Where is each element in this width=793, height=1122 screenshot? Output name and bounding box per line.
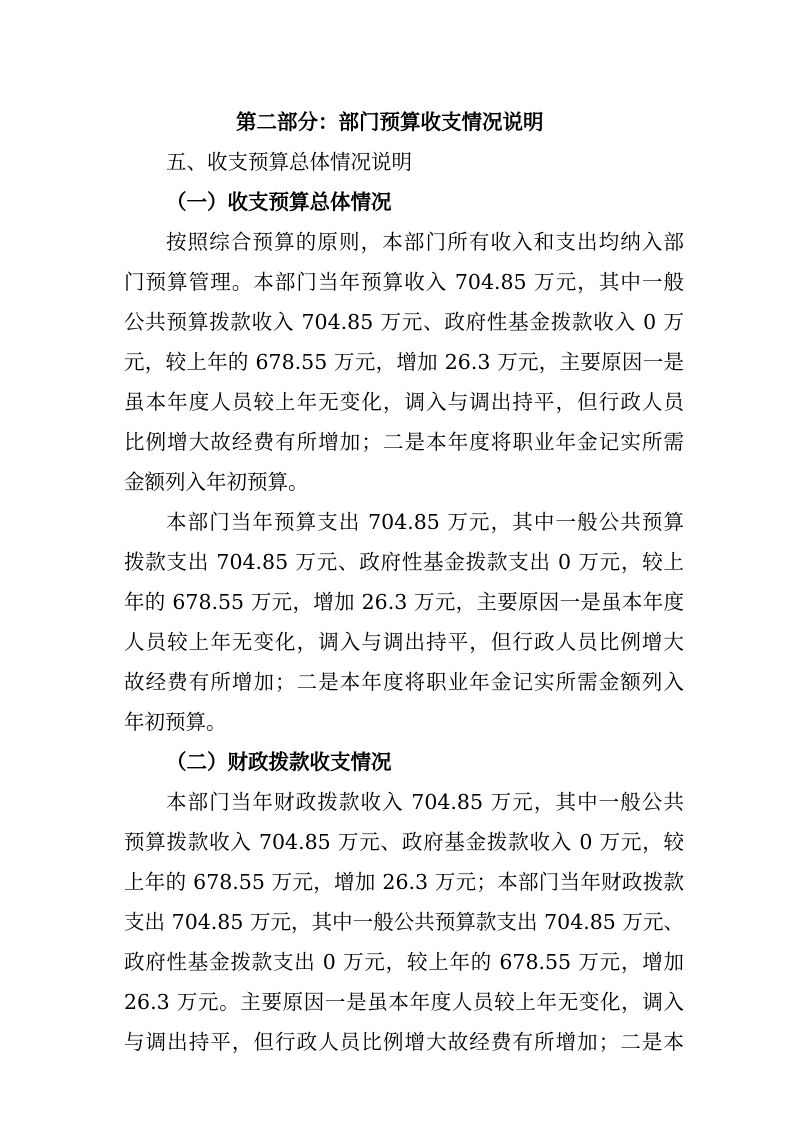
paragraph-3-line: 与调出持平，但行政人员比例增大故经费有所增加；二是本	[124, 1030, 684, 1054]
section-heading: 五、收支预算总体情况说明	[166, 150, 412, 174]
paragraph-3-line: 上年的 678.55 万元，增加 26.3 万元；本部门当年财政拨款	[124, 870, 684, 894]
paragraph-3-line: 预算拨款收入 704.85 万元、政府基金拨款收入 0 万元，较	[124, 830, 684, 854]
paragraph-2-line: 年初预算。	[124, 710, 227, 734]
paragraph-2-line: 人员较上年无变化，调入与调出持平，但行政人员比例增大	[124, 630, 684, 654]
paragraph-3-line: 本部门当年财政拨款收入 704.85 万元，其中一般公共	[166, 790, 684, 814]
paragraph-1-line: 按照综合预算的原则，本部门所有收入和支出均纳入部	[166, 230, 684, 254]
paragraph-2-line: 本部门当年预算支出 704.85 万元，其中一般公共预算	[166, 510, 684, 534]
paragraph-1-line: 比例增大故经费有所增加；二是本年度将职业年金记实所需	[124, 430, 684, 454]
subsection-heading-1: （一）收支预算总体情况	[166, 190, 392, 214]
paragraph-1-line: 门预算管理。本部门当年预算收入 704.85 万元，其中一般	[124, 270, 684, 294]
paragraph-3-line: 支出 704.85 万元，其中一般公共预算款支出 704.85 万元、	[124, 910, 684, 934]
paragraph-3-line: 政府性基金拨款支出 0 万元，较上年的 678.55 万元，增加	[124, 950, 684, 974]
paragraph-1-line: 虽本年度人员较上年无变化，调入与调出持平，但行政人员	[124, 390, 684, 414]
paragraph-1-line: 元，较上年的 678.55 万元，增加 26.3 万元，主要原因一是	[124, 350, 684, 374]
paragraph-2-line: 拨款支出 704.85 万元、政府性基金拨款支出 0 万元，较上	[124, 550, 684, 574]
page-title: 第二部分：部门预算收支情况说明	[236, 110, 544, 134]
paragraph-2-line: 年的 678.55 万元，增加 26.3 万元，主要原因一是虽本年度	[124, 590, 684, 614]
paragraph-1-line: 公共预算拨款收入 704.85 万元、政府性基金拨款收入 0 万	[124, 310, 684, 334]
subsection-heading-2: （二）财政拨款收支情况	[166, 750, 392, 774]
paragraph-1-line: 金额列入年初预算。	[124, 470, 309, 494]
paragraph-3-line: 26.3 万元。主要原因一是虽本年度人员较上年无变化，调入	[124, 990, 684, 1014]
paragraph-2-line: 故经费有所增加；二是本年度将职业年金记实所需金额列入	[124, 670, 684, 694]
